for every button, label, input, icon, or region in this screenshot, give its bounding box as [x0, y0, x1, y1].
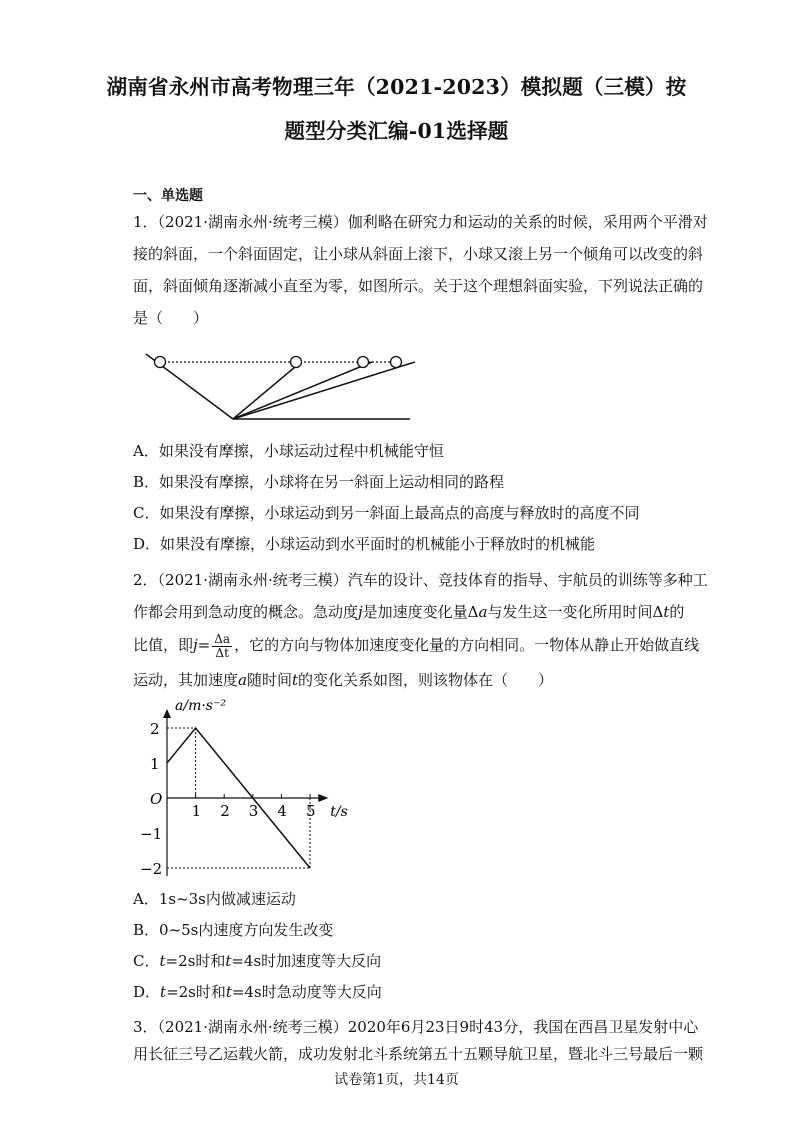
fraction-denominator: Δt [215, 645, 229, 660]
q1-line-2: 接的斜面，一个斜面固定，让小球从斜面上滚下，小球又滚上另一个倾角可以改变的斜 [133, 245, 704, 263]
ball-steep [291, 357, 302, 368]
q2-line-1: 2．（2021·湖南永州·统考三模）汽车的设计、竞技体育的指导、宇航员的训练等多种工 [133, 571, 708, 589]
q2-line-2 [133, 602, 684, 622]
q2-line-3 [133, 632, 699, 660]
q2-c-pre: C． [133, 952, 160, 970]
q2-l4-a: 运动，其加速度 [133, 671, 239, 689]
y-axis-label: a/m·s⁻² [175, 698, 226, 714]
right-incline-steep [233, 362, 301, 419]
y-tick-label: 2 [150, 720, 160, 738]
q2-d-end: =4s时急动度等大反向 [231, 983, 382, 1001]
q2-d-t1: t [160, 983, 167, 1001]
x-tick-label: 1 [191, 802, 202, 820]
q3-line-1: 3．（2021·湖南永州·统考三模）2020年6月23日9时43分，我国在西昌卫星发射中心 [133, 1018, 699, 1036]
x-axis-label: t/s [330, 804, 348, 820]
q2-l2-b: 是加速度变化量Δ [362, 603, 479, 621]
q3-line-2: 用长征三号乙运载火箭，成功发射北斗系统第五十五颗导航卫星，暨北斗三号最后一颗 [133, 1045, 704, 1063]
q2-c-t1: t [159, 952, 166, 970]
q2-d-t2: t [225, 983, 232, 1001]
q1-line-3: 面，斜面倾角逐渐减小直至为零，如图所示。关于这个理想斜面实验，下列说法正确的 [133, 277, 704, 295]
acceleration-time-chart [138, 694, 348, 878]
incline-figure [140, 348, 425, 424]
fraction-numerator: Δa [214, 631, 231, 646]
y-tick-label: −1 [140, 825, 163, 843]
q1-line-4: 是（ ） [133, 309, 209, 327]
y-tick-label: 1 [150, 755, 160, 773]
q2-option-d [133, 982, 382, 1002]
ball-medium [358, 357, 369, 368]
q2-l3-jeq: j= [193, 636, 211, 654]
y-axis-arrow [163, 709, 171, 718]
q2-l3-b: ，它的方向与物体加速度变化量的方向相同。一物体从静止开始做直线 [234, 636, 700, 654]
q2-l2-j: j [358, 603, 363, 621]
q1-option-c: C．如果没有摩擦，小球运动到另一斜面上最高点的高度与释放时的高度不同 [133, 504, 640, 522]
x-tick-label: 4 [277, 802, 287, 820]
q1-option-b: B．如果没有摩擦，小球将在另一斜面上运动相同的路程 [133, 473, 505, 491]
q2-l2-tvar: t [663, 603, 670, 621]
y-tick-label: −2 [140, 860, 163, 878]
q2-l3-a: 比值，即 [133, 636, 194, 654]
q2-c-end: =4s时加速度等大反向 [231, 952, 382, 970]
ball-shallow [391, 357, 402, 368]
q2-d-mid: =2s时和 [166, 983, 226, 1001]
q2-d-pre: D． [133, 983, 161, 1001]
x-tick-label: 2 [220, 802, 230, 820]
q2-c-t2: t [225, 952, 232, 970]
x-axis-arrow [318, 794, 328, 802]
doc-title-line1: 湖南省永州市高考物理三年（2021-2023）模拟题（三模）按 [106, 75, 687, 99]
q2-l2-c: 与发生这一变化所用时间Δ [487, 603, 664, 621]
q2-l4-avar: a [238, 671, 247, 689]
x-tick-label: 5 [306, 802, 316, 820]
q1-line-1: 1．（2021·湖南永州·统考三模）伽利略在研究力和运动的关系的时候，采用两个平滑对 [133, 213, 708, 231]
q2-line-4 [133, 670, 553, 690]
q2-l4-tvar: t [291, 671, 299, 689]
right-incline-shallow [233, 362, 415, 419]
q2-l4-b: 随时间 [246, 671, 292, 689]
q2-c-mid: =2s时和 [165, 952, 226, 970]
doc-title-line2: 题型分类汇编-01选择题 [284, 119, 509, 143]
section-heading: 一、单选题 [133, 188, 203, 204]
q2-option-c [133, 951, 381, 971]
right-incline-medium [233, 362, 372, 419]
q1-option-a: A．如果没有摩擦，小球运动过程中机械能守恒 [133, 442, 444, 460]
origin-label: O [150, 790, 163, 808]
q2-l2-avar: a [478, 603, 488, 621]
jerk-fraction [212, 633, 232, 660]
q1-option-d: D．如果没有摩擦，小球运动到水平面时的机械能小于释放时的机械能 [133, 535, 596, 553]
page-footer: 试卷第1页，共14页 [334, 1072, 459, 1088]
q2-option-b: B．0~5s内速度方向发生改变 [133, 921, 334, 939]
q2-l2-a: 作都会用到急动度的概念。急动度 [133, 603, 359, 621]
ball-start [155, 357, 166, 368]
q2-option-a: A．1s~3s内做减速运动 [133, 890, 296, 908]
x-tick-label: 3 [248, 802, 259, 820]
q2-l4-c: 的变化关系如图，则该物体在（ ） [298, 671, 554, 689]
q2-l2-d: 的 [669, 603, 685, 621]
